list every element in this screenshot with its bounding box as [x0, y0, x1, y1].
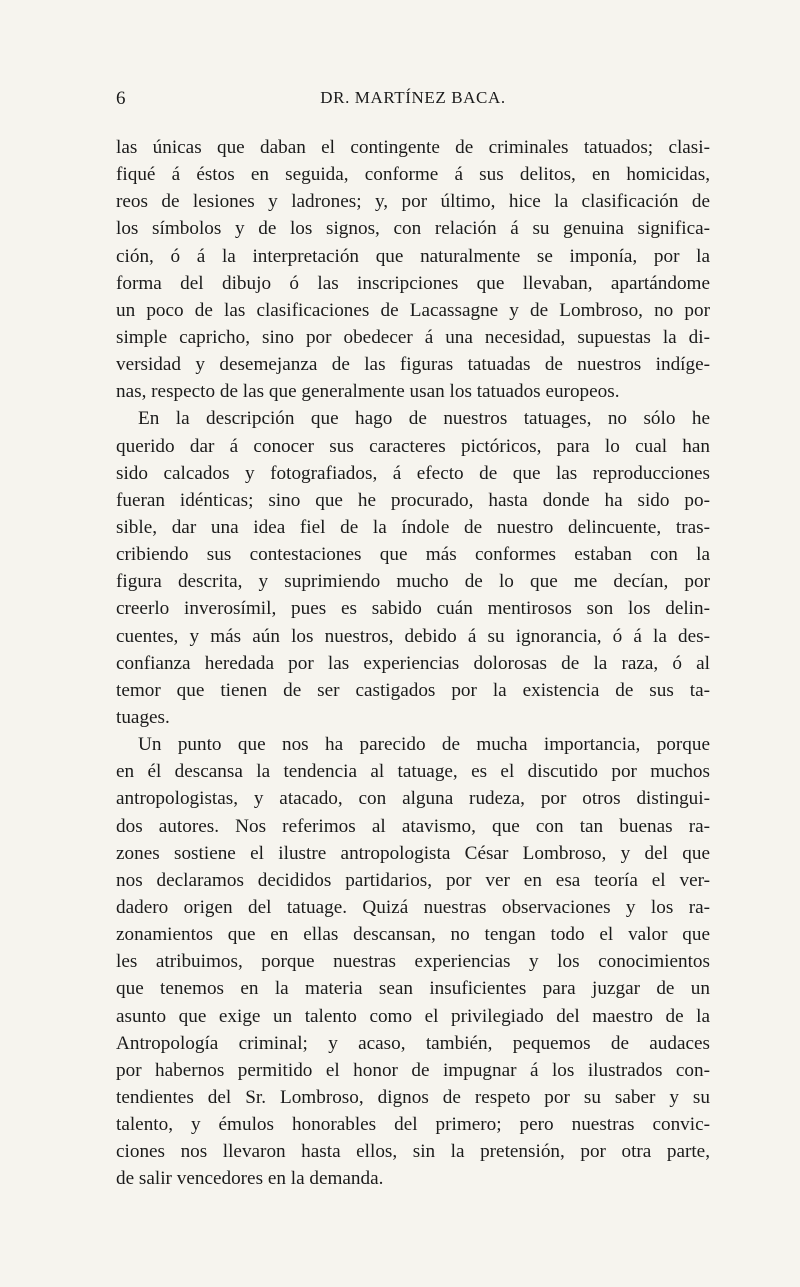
text-line: simple capricho, sino por obedecer á una necesidad, supuestas la di- — [116, 326, 710, 348]
text-line: un poco de las clasificaciones de Lacassagne y de Lombroso, no por — [116, 299, 710, 321]
text-line: de salir vencedores en la demanda. — [116, 1168, 384, 1190]
text-line: querido dar á conocer sus caracteres pictóricos, para lo cual han — [116, 435, 710, 457]
text-line: tendientes del Sr. Lombroso, dignos de respeto por su saber y su — [116, 1086, 710, 1108]
text-line: cuentes, y más aún los nuestros, debido á su ignorancia, ó á la des- — [116, 625, 710, 647]
text-line: sible, dar una idea fiel de la índole de nuestro delincuente, tras- — [116, 516, 710, 538]
text-line: confianza heredada por las experiencias dolorosas de la raza, ó al — [116, 652, 710, 674]
text-line: zonamientos que en ellas descansan, no tengan todo el valor que — [116, 924, 710, 946]
text-line: figura descrita, y suprimiendo mucho de lo que me decían, por — [116, 571, 710, 593]
text-line: dadero origen del tatuage. Quizá nuestras observaciones y los ra- — [116, 896, 710, 918]
text-line: nas, respecto de las que generalmente usan los tatuados europeos. — [116, 381, 620, 403]
text-line: fueran idénticas; sino que he procurado, hasta donde ha sido po- — [116, 489, 710, 511]
text-line: ción, ó á la interpretación que naturalmente se imponía, por la — [116, 245, 710, 267]
text-line: en él descansa la tendencia al tatuage, es el discutido por muchos — [116, 761, 710, 783]
text-line: Un punto que nos ha parecido de mucha importancia, porque — [138, 734, 710, 756]
text-line: creerlo inverosímil, pues es sabido cuán mentirosos son los delin- — [116, 598, 710, 620]
text-line: las únicas que daban el contingente de criminales tatuados; clasi- — [116, 137, 710, 158]
text-line: ciones nos llevaron hasta ellos, sin la pretensión, por otra parte, — [116, 1141, 710, 1163]
text-line: cribiendo sus contestaciones que más conformes estaban con la — [116, 544, 710, 566]
text-line: por habernos permitido el honor de impugnar á los ilustrados con- — [116, 1059, 710, 1081]
text-line: asunto que exige un talento como el privilegiado del maestro de la — [116, 1005, 710, 1027]
text-line: En la descripción que hago de nuestros tatuages, no sólo he — [138, 408, 710, 430]
text-line: nos declaramos decididos partidarios, por ver en esa teoría el ver- — [116, 869, 710, 891]
text-line: tuages. — [116, 706, 170, 728]
text-line: les atribuimos, porque nuestras experiencias y los conocimientos — [116, 951, 710, 973]
body-text — [116, 134, 710, 1192]
text-line: versidad y desemejanza de las figuras tatuadas de nuestros indíge- — [116, 354, 710, 376]
text-line: que tenemos en la materia sean insuficientes para juzgar de un — [116, 978, 710, 1000]
text-line: talento, y émulos honorables del primero; pero nuestras convic- — [116, 1114, 710, 1136]
running-header — [116, 88, 710, 118]
text-line: antropologistas, y atacado, con alguna rudeza, por otros distingui- — [116, 788, 710, 810]
text-line: dos autores. Nos referimos al atavismo, que con tan buenas ra- — [116, 815, 710, 837]
running-title: DR. MARTÍNEZ BACA. — [320, 88, 506, 107]
text-line: zones sostiene el ilustre antropologista César Lombroso, y del que — [116, 842, 710, 864]
text-line: los símbolos y de los signos, con relación á su genuina significa- — [116, 218, 710, 240]
text-line: fiqué á éstos en seguida, conforme á sus delitos, en homicidas, — [116, 164, 710, 186]
text-line: temor que tienen de ser castigados por la existencia de sus ta- — [116, 679, 710, 701]
text-line: reos de lesiones y ladrones; y, por último, hice la clasificación de — [116, 191, 710, 213]
page-number: 6 — [116, 88, 126, 109]
text-line: Antropología criminal; y acaso, también, pequemos de audaces — [116, 1032, 710, 1054]
text-line: forma del dibujo ó las inscripciones que llevaban, apartándome — [116, 272, 710, 294]
text-line: sido calcados y fotografiados, á efecto de que las reproducciones — [116, 462, 710, 484]
